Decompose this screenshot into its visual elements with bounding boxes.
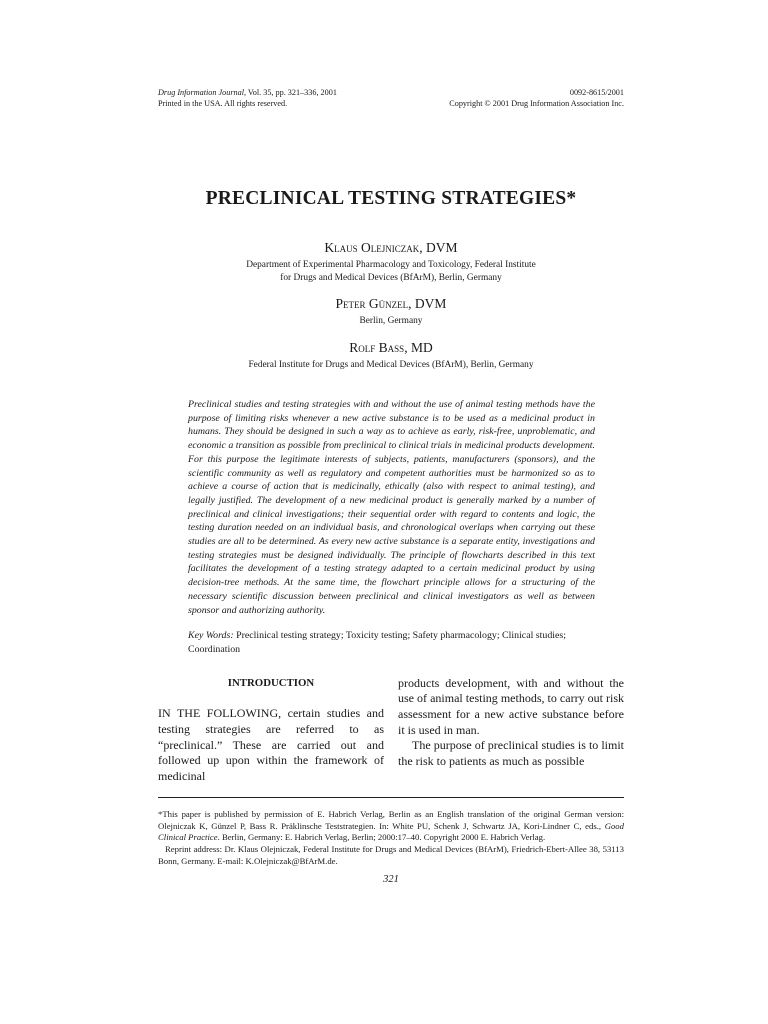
footnote — [158, 809, 624, 868]
journal-header — [158, 88, 624, 109]
affiliation-line: Federal Institute for Drugs and Medical Devices (BfArM), Berlin, Germany — [248, 359, 534, 370]
journal-name: Drug Information Journal — [158, 88, 244, 97]
keywords-label: Key Words: — [188, 630, 234, 642]
copyright-block — [449, 88, 624, 109]
author-3 — [158, 340, 624, 356]
affiliation-line: Department of Experimental Pharmacology and Toxicology, Federal Institute — [246, 260, 536, 270]
footnote-text: *This paper is published by permission of E. Habrich Verlag, Berlin as an English translation of the original German version: Olejniczak K, Günzel P, Bass R. Präklinsche Teststrategien. In: White PU, Schenk J, Schwartz JA, Kori-Lindner C, eds., — [158, 808, 624, 831]
intro-paragraph — [158, 706, 384, 785]
author-1-affiliation — [158, 259, 624, 284]
printed-notice: Printed in the USA. All rights reserved. — [158, 98, 288, 108]
footnote-rule — [158, 797, 624, 798]
author-1-name: Klaus Olejniczak — [324, 240, 420, 255]
intro-text: certain studies and testing strategies are referred to as “preclinical.” These are carried out and followed up upon within the framework of medicinal — [158, 706, 384, 784]
section-heading-introduction: INTRODUCTION — [227, 676, 315, 689]
author-1 — [158, 240, 624, 256]
keywords — [188, 629, 595, 656]
author-2-affiliation — [158, 315, 624, 328]
translation-note — [158, 809, 624, 844]
paper-page — [158, 88, 624, 885]
footnote-text: . Berlin, Germany: E. Habrich Verlag, Berlin; 2000:17–40. Copyright 2000 E. Habrich Verlag. — [217, 832, 546, 843]
affiliation-line: Berlin, Germany — [359, 316, 423, 326]
affiliation-line: for Drugs and Medical Devices (BfArM), Berlin, Germany — [280, 272, 502, 283]
author-1-degree: , DVM — [419, 240, 458, 255]
keywords-text: Preclinical testing strategy; Toxicity testing; Safety pharmacology; Clinical studies; Coordination — [188, 630, 566, 655]
journal-citation — [158, 88, 337, 109]
abstract: Preclinical studies and testing strategies with and without the use of animal testing methods have the purpose of limiting risks whenever a new active substance is to be used as a medicinal product in humans. They should be designed in such a way as to achieve as early, risk-free, unproblematic, and economic a transition as possible from preclinical to clinical trials in medicinal products development. For this purpose the legitimate interests of subjects, patients, manufacturers (sponsors), and the scientific community as well as regulatory and competent authorities must be harmonized so as to achieve a course of action that is medicinally, ethically (also with respect to animal testing), and legally justified. The development of a new medicinal product is generally marked by a number of preclinical and clinical investigations; their sequential order with regard to contents and logic, the testing duration needed on an individual basis, and chronological overlaps when carrying out these studies are all to be determined. As every new active substance is a separate entity, investigations and testing strategies must be designed individually. The principle of flowcharts described in this text facilitates the development of a testing strategy adapted to a certain medicinal product by using decision-tree methods. At the same time, the flowchart principle allows for a structuring of the necessary scientific discussion between preclinical and clinical investigators as well as between sponsor and authorizing authority. — [188, 399, 595, 616]
volume-info: , Vol. 35, pp. 321–336, 2001 — [243, 88, 337, 97]
author-2 — [158, 296, 624, 312]
left-column — [158, 676, 384, 785]
copyright-line: Copyright © 2001 Drug Information Association Inc. — [449, 98, 624, 108]
lead-in: IN THE FOLLOWING, — [158, 706, 282, 721]
author-2-degree: , DVM — [408, 296, 447, 311]
reprint-address: Reprint address: Dr. Klaus Olejniczak, Federal Institute for Drugs and Medical Devices (BfArM), Friedrich-Ebert-Allee 38, 53113 Bonn, Germany. E-mail: K.Olejniczak@BfArM.de. — [158, 844, 624, 867]
author-3-name: Rolf Bass — [349, 339, 405, 355]
body-columns — [158, 676, 624, 785]
book-title: Good Clinical Practice — [158, 820, 624, 843]
author-3-affiliation — [158, 359, 624, 372]
paper-title: PRECLINICAL TESTING STRATEGIES* — [205, 188, 577, 209]
author-3-degree: , MD — [404, 339, 433, 355]
author-2-name: Peter Günzel — [335, 296, 409, 311]
right-column — [398, 676, 624, 785]
intro-continuation: products development, with and without the use of animal testing methods, to carry out risk assessment for a new active substance before it is used in man. — [398, 675, 624, 737]
issn: 0092-8615/2001 — [569, 88, 624, 97]
purpose-paragraph: The purpose of preclinical studies is to limit the risk to patients as much as possible — [398, 738, 624, 769]
page-number: 321 — [383, 873, 399, 885]
